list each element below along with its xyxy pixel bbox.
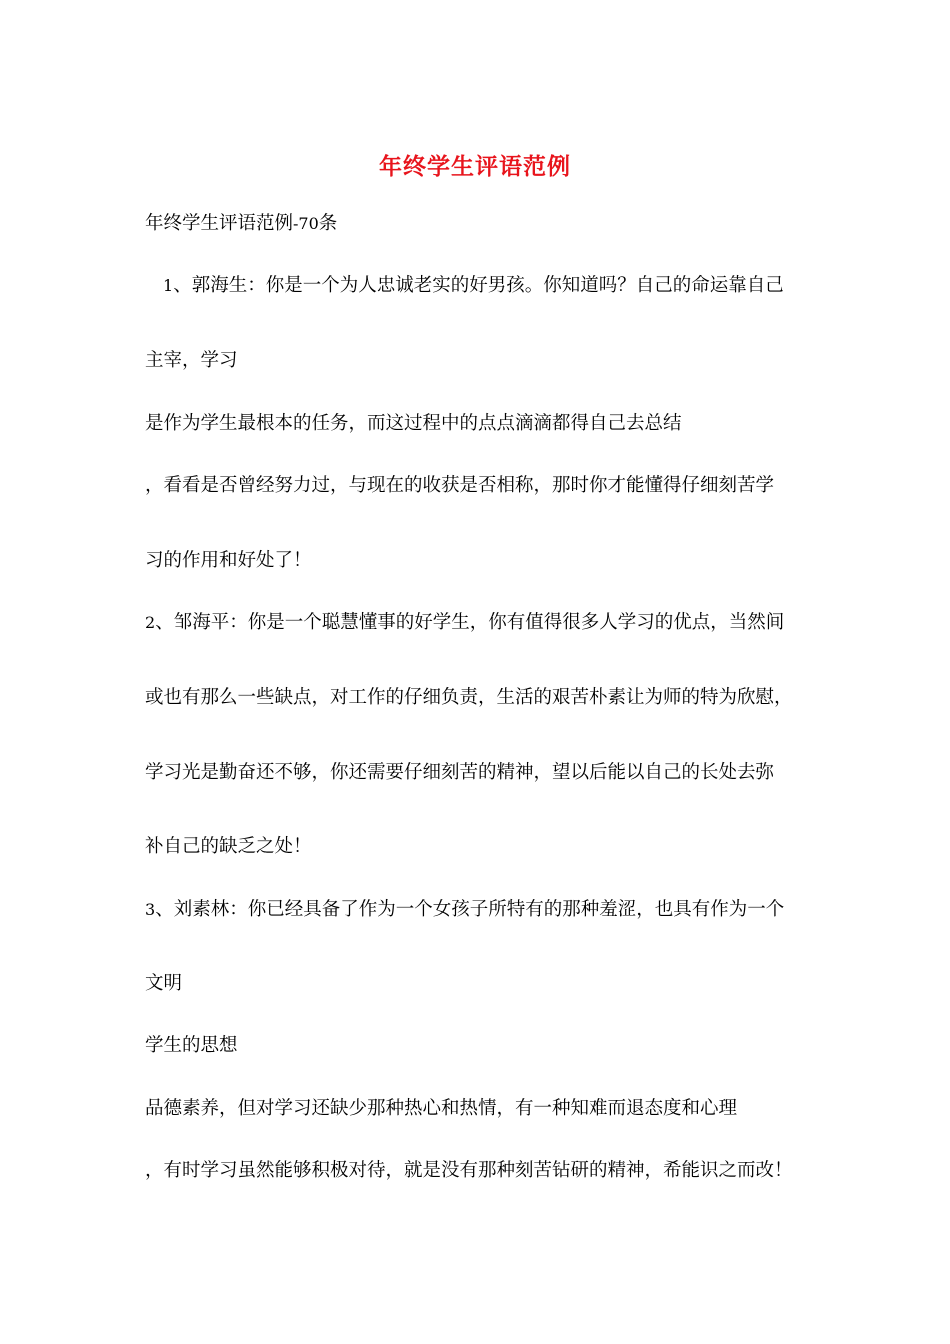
paragraph-line: 学习光是勤奋还不够，你还需要仔细刻苦的精神，望以后能以自己的长处去弥 [145,762,775,783]
document-subtitle [145,211,337,237]
paragraph-line: 或也有那么一些缺点，对工作的仔细负责，生活的艰苦朴素让为师的特为欣慰， [145,687,793,708]
entry-number: 1 [163,276,174,295]
paragraph-line: ，看看是否曾经努力过，与现在的收获是否相称，那时你才能懂得仔细刻苦学 [145,475,775,496]
paragraph-line: 是作为学生最根本的任务，而这过程中的点点滴滴都得自己去总结 [145,413,682,434]
paragraph-line: 补自己的缺乏之处！ [145,836,312,857]
entry-1-first-line [163,273,784,299]
paragraph-line: 主宰，学习 [145,350,238,371]
entry-text: 郭海生：你是一个为人忠诚老实的好男孩。你知道吗？自己的命运靠自己 [191,275,784,296]
entry-2-first-line [145,610,784,636]
document-title: 年终学生评语范例 [379,154,571,180]
entry-separator: 、 [173,275,192,296]
entry-separator: 、 [155,612,174,633]
paragraph-line: 学生的思想 [145,1035,238,1056]
entry-3-first-line [145,897,784,923]
entry-number: 2 [145,613,156,632]
paragraph-line: ，有时学习虽然能够积极对待，就是没有那种刻苦钻研的精神，希能识之而改！ [145,1160,793,1181]
entry-number: 3 [145,900,156,919]
entry-separator: 、 [155,899,174,920]
subtitle-suffix: 条 [318,213,338,234]
entry-text: 邹海平：你是一个聪慧懂事的好学生，你有值得很多人学习的优点，当然间 [173,612,785,633]
subtitle-number: -70 [293,214,319,233]
paragraph-line: 文明 [145,973,183,994]
paragraph-line: 习的作用和好处了！ [145,550,312,571]
entry-text: 刘素林：你已经具备了作为一个女孩子所特有的那种羞涩，也具有作为一个 [173,899,785,920]
subtitle-text: 年终学生评语范例 [145,213,294,234]
paragraph-line: 品德素养，但对学习还缺少那种热心和热情，有一种知难而退态度和心理 [145,1098,738,1119]
